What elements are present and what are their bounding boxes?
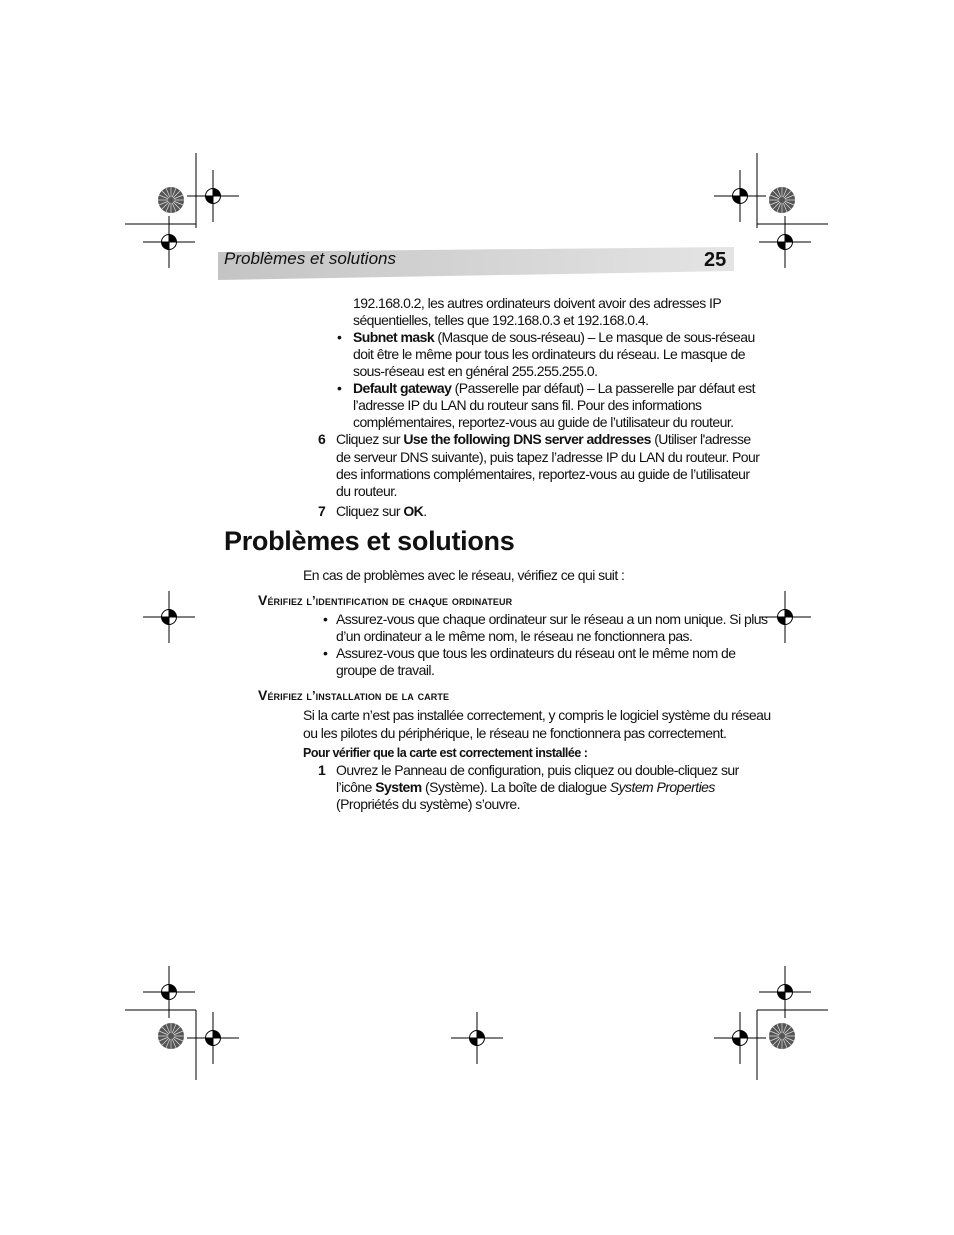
step-6-line-1: Cliquez sur Use the following DNS server addresses (Utiliser l'adresse bbox=[336, 431, 751, 447]
subheading-installation: Vérifiez l’installation de la carte bbox=[258, 687, 450, 703]
gateway-line-3: complémentaires, reportez-vous au guide de l’utilisateur du routeur. bbox=[353, 414, 734, 430]
ip-text-line-1: 192.168.0.2, les autres ordinateurs doivent avoir des adresses IP bbox=[353, 295, 722, 311]
step-6-line-2: de serveur DNS suivante), puis tapez l’adresse IP du LAN du routeur. Pour bbox=[336, 449, 760, 465]
dns-option-term: Use the following DNS server addresses bbox=[403, 431, 651, 447]
workgroup-line-1: Assurez-vous que tous les ordinateurs du réseau ont le même nom de bbox=[336, 645, 736, 661]
ok-term: OK bbox=[403, 503, 424, 519]
subnet-line-1: Subnet mask (Masque de sous-réseau) – Le masque de sous-réseau bbox=[353, 329, 755, 345]
bullet-unique-name: • bbox=[323, 611, 328, 627]
subnet-line-2: doit être le même pour tous les ordinateurs du réseau. Le masque de bbox=[353, 346, 745, 362]
step-1-line-2: l’icône System (Système). La boîte de dialogue System Properties bbox=[336, 779, 715, 795]
subheading-identification: Vérifiez l’identification de chaque ordinateur bbox=[258, 592, 513, 608]
subnet-line-3: sous-réseau est en général 255.255.255.0. bbox=[353, 363, 598, 379]
step-7-line: Cliquez sur OK. bbox=[336, 503, 427, 519]
system-properties-term: System Properties bbox=[609, 779, 715, 795]
intro-text: En cas de problèmes avec le réseau, vérifiez ce qui suit : bbox=[303, 567, 625, 583]
install-para-line-2: ou les pilotes du périphérique, le réseau ne fonctionnera pas correctement. bbox=[303, 725, 727, 741]
step-1-number: 1 bbox=[318, 762, 326, 778]
workgroup-line-2: groupe de travail. bbox=[336, 662, 435, 678]
subnet-mask-term: Subnet mask bbox=[353, 329, 435, 345]
bullet-gateway: • bbox=[337, 380, 342, 396]
step-1-line-3: (Propriétés du système) s’ouvre. bbox=[336, 796, 520, 812]
step-6-line-4: du routeur. bbox=[336, 483, 397, 499]
unique-name-line-2: d’un ordinateur a le même nom, le réseau ne fonctionnera pas. bbox=[336, 628, 693, 644]
ip-text-line-2: séquentielles, telles que 192.168.0.3 et 192.168.0.4. bbox=[353, 312, 649, 328]
bullet-workgroup: • bbox=[323, 645, 328, 661]
step-6-number: 6 bbox=[318, 431, 326, 447]
system-term: System bbox=[375, 779, 422, 795]
running-header-title: Problèmes et solutions bbox=[224, 249, 396, 268]
page-number: 25 bbox=[704, 249, 727, 271]
step-6-line-3: des informations complémentaires, reportez-vous au guide de l’utilisateur bbox=[336, 466, 750, 482]
default-gateway-term: Default gateway bbox=[353, 380, 452, 396]
install-para-line-1: Si la carte n’est pas installée correctement, y compris le logiciel système du réseau bbox=[303, 707, 771, 723]
bullet-subnet: • bbox=[337, 329, 342, 345]
procedure-title: Pour vérifier que la carte est correctement installée : bbox=[303, 746, 588, 760]
section-heading: Problèmes et solutions bbox=[224, 526, 515, 556]
gateway-line-2: l’adresse IP du LAN du routeur sans fil. Pour des informations bbox=[353, 397, 702, 413]
step-1-line-1: Ouvrez le Panneau de configuration, puis cliquez ou double-cliquez sur bbox=[336, 762, 739, 778]
gateway-line-1: Default gateway (Passerelle par défaut) – La passerelle par défaut est bbox=[353, 380, 755, 396]
step-7-number: 7 bbox=[318, 503, 326, 519]
unique-name-line-1: Assurez-vous que chaque ordinateur sur le réseau a un nom unique. Si plus bbox=[336, 611, 768, 627]
